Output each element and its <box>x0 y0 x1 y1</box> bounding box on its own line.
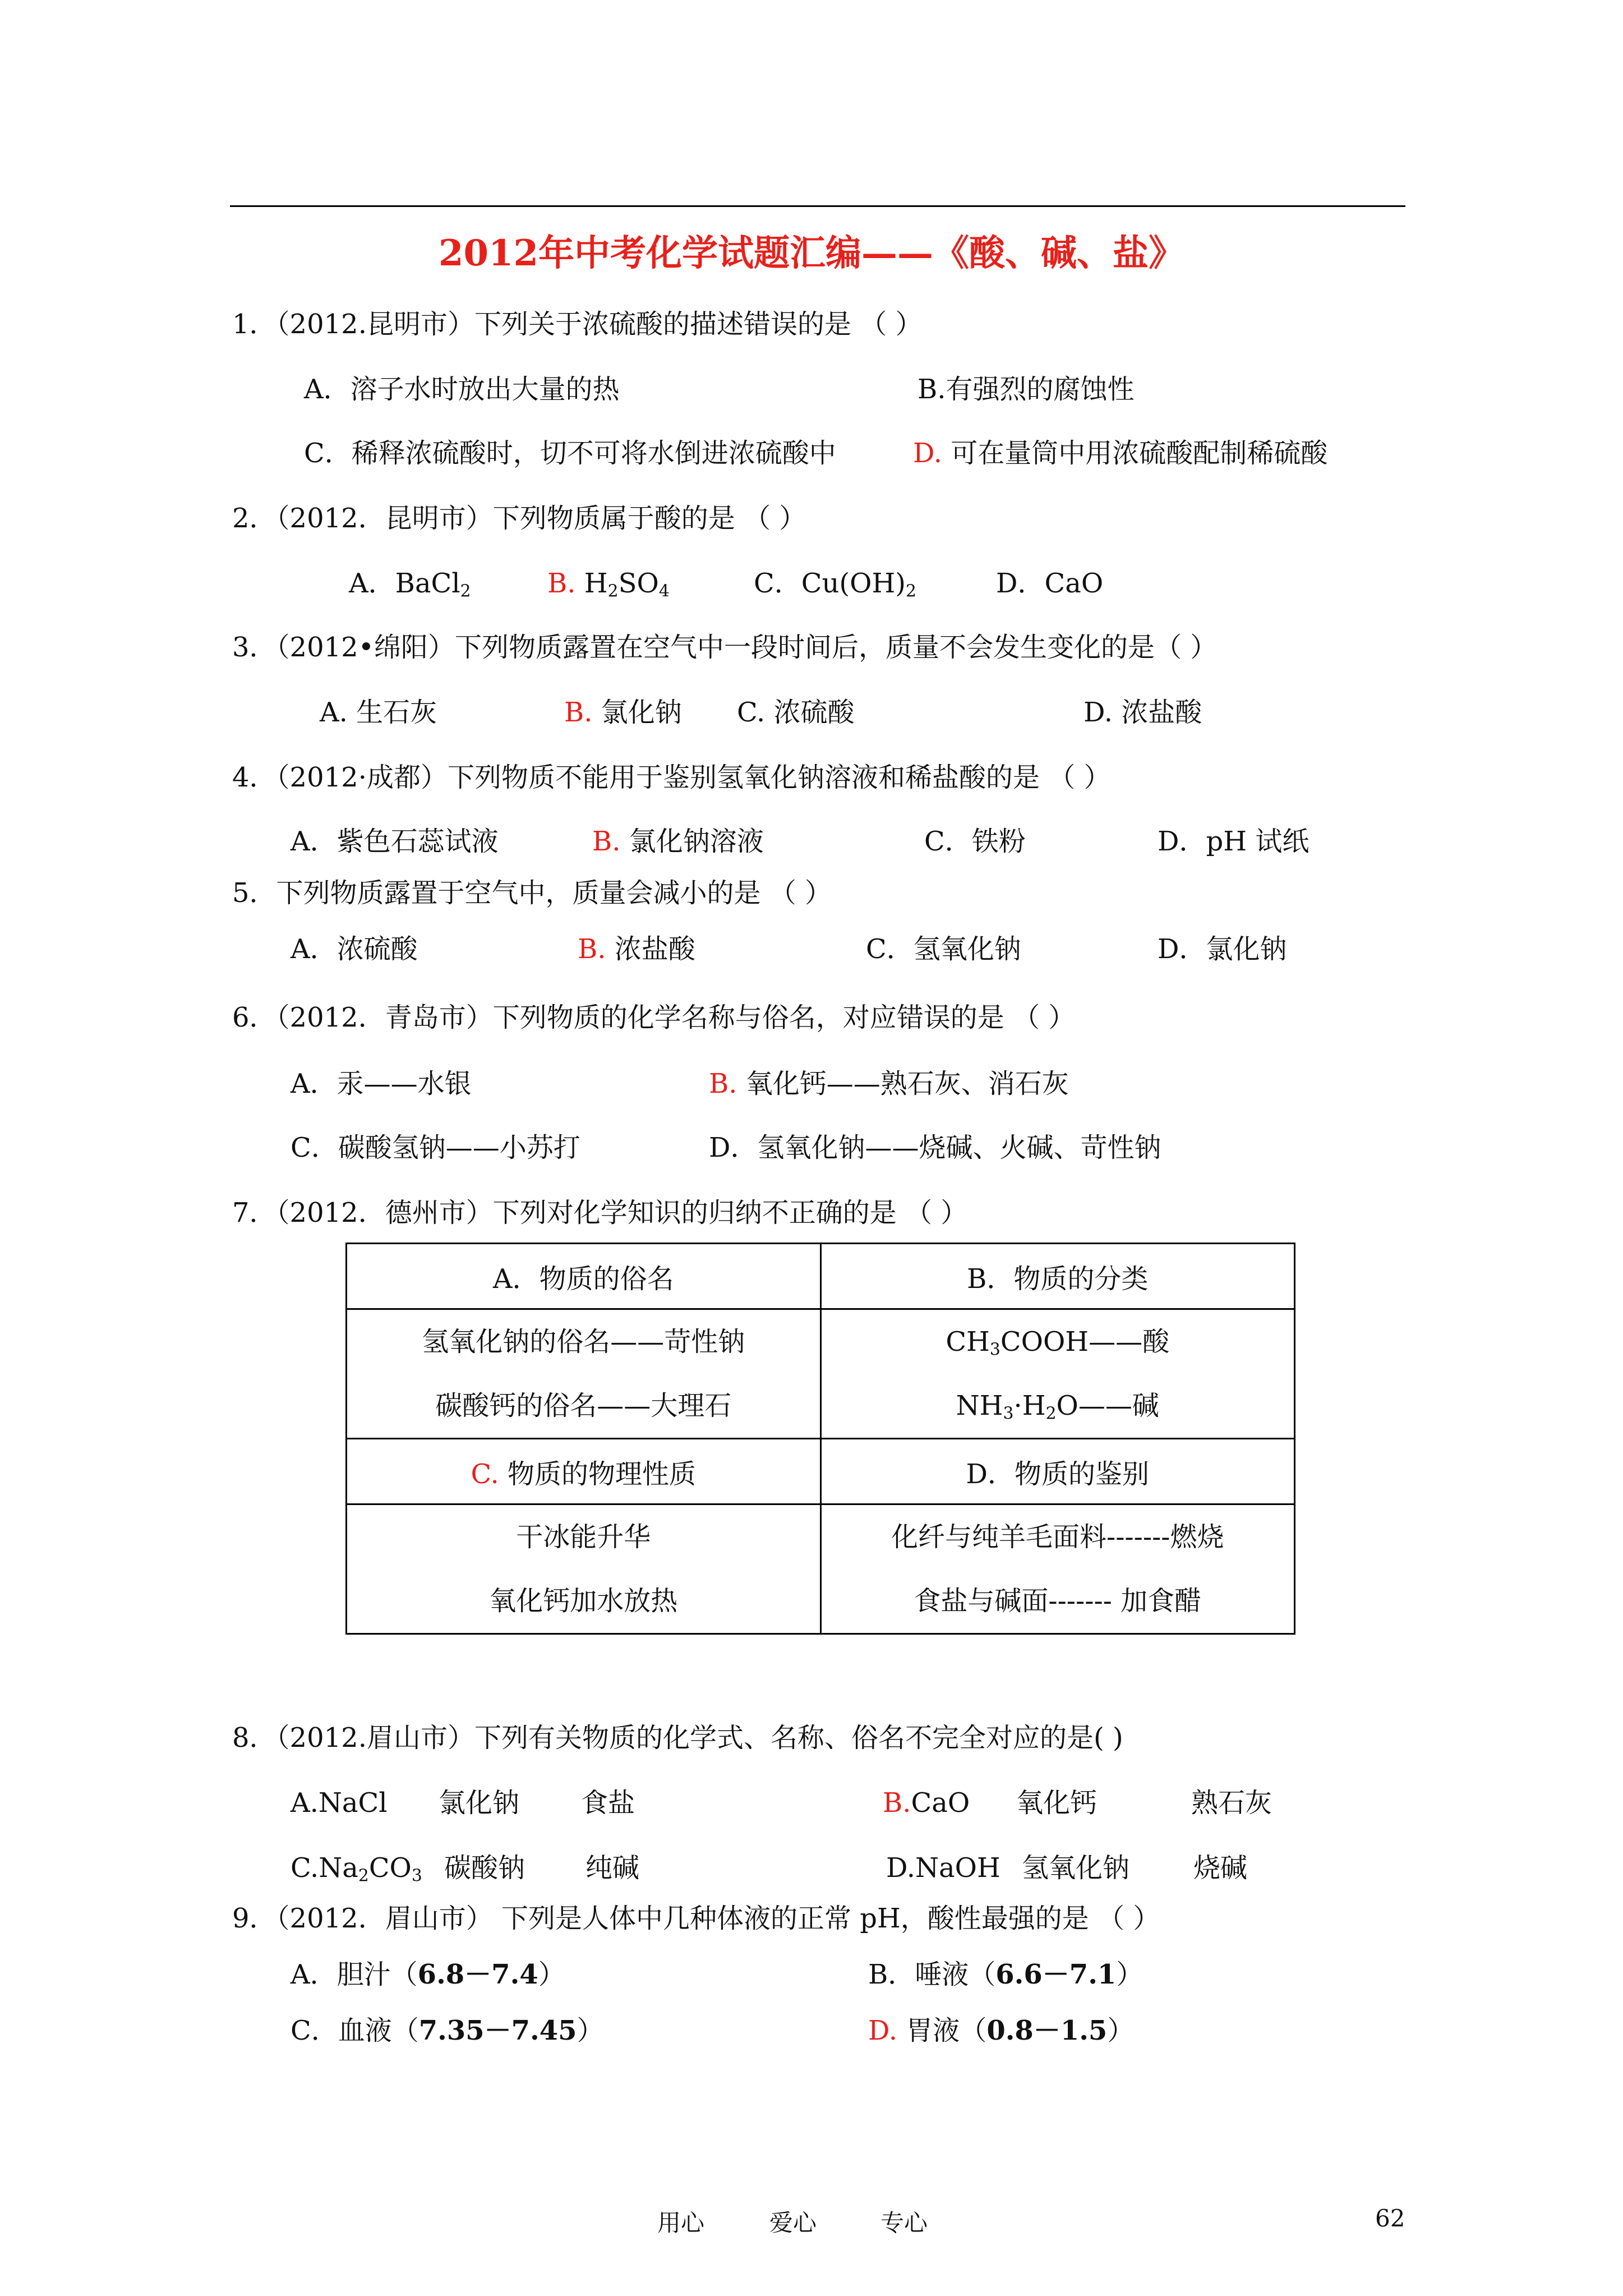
q4-option-b <box>592 825 764 858</box>
q1-option-d <box>913 436 1327 470</box>
q5-option-b <box>578 932 695 966</box>
q3-option-b <box>564 696 682 729</box>
q7-cell-c-head <box>347 1439 821 1504</box>
header-rule <box>230 205 1405 207</box>
q9-a-value: 6.8－7.4 <box>417 1959 538 1990</box>
q7-b-line2-pre: NH <box>956 1390 1003 1421</box>
q9-c-post: ） <box>577 2015 604 2046</box>
q9-stem: 9．（2012．眉山市） 下列是人体中几种体液的正常 pH，酸性最强的是 （ ） <box>232 1903 1160 1934</box>
q6-option-c: C．碳酸氢钠——小苏打 <box>291 1132 580 1163</box>
q2-a-sub: 2 <box>460 581 471 601</box>
q6-option-b <box>709 1067 1069 1101</box>
q4-option-c: C．铁粉 <box>924 826 1026 857</box>
q9-d-value: 0.8－1.5 <box>986 2015 1108 2046</box>
q6-option-a: A．汞——水银 <box>291 1068 472 1099</box>
answer-letter: B. <box>592 826 621 857</box>
q9-d-pre: 胃液（ <box>906 2015 987 2046</box>
answer-letter: B. <box>547 568 576 599</box>
q7-cell-a-head: A．物质的俗名 <box>347 1244 821 1309</box>
q9-c-pre: C．血液（ <box>291 2015 419 2046</box>
q8-c-formula-mid: CO <box>368 1852 412 1884</box>
q7-b-line1-post: COOH——酸 <box>1000 1326 1170 1358</box>
q1-option-b: B.有强烈的腐蚀性 <box>917 374 1135 405</box>
answer-letter: D. <box>868 2015 898 2046</box>
page-number: 62 <box>1375 2205 1405 2232</box>
q1-stem: 1．（2012.昆明市）下列关于浓硫酸的描述错误的是 （ ） <box>232 309 923 340</box>
q4-b-text: 氯化钠溶液 <box>629 826 764 857</box>
q9-a-post: ） <box>538 1959 565 1990</box>
footer-word-1: 用心 <box>657 2209 705 2237</box>
q7-b-line1-sub: 3 <box>989 1340 1000 1360</box>
q7-c-head-text: 物质的物理性质 <box>508 1458 697 1490</box>
q9-b-post: ） <box>1116 1959 1144 1990</box>
q2-stem: 2．（2012．昆明市）下列物质属于酸的是 （ ） <box>232 503 806 534</box>
q5-option-a: A．浓硫酸 <box>291 933 418 965</box>
q5-option-c: C．氢氧化钠 <box>866 933 1021 965</box>
q2-b-text2: SO <box>618 568 659 599</box>
q8-d-formula: D.NaOH <box>886 1852 1000 1884</box>
q3-option-a: A. 生石灰 <box>320 697 437 728</box>
q8-b-common: 熟石灰 <box>1191 1787 1272 1819</box>
q7-cell-b-head: B．物质的分类 <box>820 1244 1295 1309</box>
q5-option-d: D．氯化钠 <box>1158 933 1287 965</box>
q7-cell-d-head: D．物质的鉴别 <box>820 1439 1295 1504</box>
q7-cell-d-body <box>820 1504 1295 1634</box>
q8-a-name: 氯化钠 <box>439 1787 520 1819</box>
q7-cell-c-body <box>347 1504 821 1634</box>
answer-letter: D. <box>913 438 943 469</box>
q7-b-line2-post: O——碱 <box>1056 1390 1159 1421</box>
answer-letter: B. <box>564 697 593 728</box>
q3-option-d: D. 浓盐酸 <box>1083 697 1202 728</box>
q8-stem: 8．（2012.眉山市）下列有关物质的化学式、名称、俗名不完全对应的是( ) <box>232 1722 1123 1754</box>
q2-option-b <box>547 567 670 600</box>
q9-b-pre: B．唾液（ <box>868 1959 996 1990</box>
footer-word-2: 爱心 <box>769 2209 817 2237</box>
q9-option-d <box>868 2014 1134 2047</box>
q8-a-formula: A.NaCl <box>291 1787 388 1819</box>
q8-c-formula-sub2: 3 <box>411 1866 422 1886</box>
q7-b-line2 <box>822 1374 1294 1438</box>
q6-b-text: 氧化钙——熟石灰、消石灰 <box>745 1068 1069 1099</box>
q8-d-common: 烧碱 <box>1193 1852 1248 1884</box>
q2-option-c <box>754 567 916 600</box>
q8-c-common: 纯碱 <box>585 1852 640 1884</box>
q2-option-d: D．CaO <box>996 568 1104 599</box>
q8-a-common: 食盐 <box>581 1787 635 1819</box>
q3-stem: 3．（2012•绵阳）下列物质露置在空气中一段时间后，质量不会发生变化的是（ ） <box>232 632 1218 663</box>
answer-letter: B. <box>883 1787 911 1819</box>
q8-b-name: 氧化钙 <box>1016 1787 1098 1819</box>
q9-option-c <box>291 2014 604 2047</box>
q9-a-pre: A．胆汁（ <box>291 1959 418 1990</box>
q6-stem: 6．（2012．青岛市）下列物质的化学名称与俗名，对应错误的是 （ ） <box>232 1002 1076 1033</box>
q9-d-post: ） <box>1107 2015 1135 2046</box>
q7-cell-a-body <box>347 1309 821 1439</box>
q9-b-value: 6.6－7.1 <box>995 1959 1117 1990</box>
q7-table <box>345 1243 1295 1635</box>
q2-c-sub: 2 <box>906 581 916 601</box>
q8-b-formula-text: CaO <box>911 1787 970 1819</box>
q5-stem: 5．下列物质露置于空气中，质量会减小的是 （ ） <box>232 877 832 909</box>
q7-a-line2: 碳酸钙的俗名——大理石 <box>435 1390 732 1421</box>
q7-b-line2-mid: ·H <box>1013 1390 1046 1421</box>
q8-c-name: 碳酸钠 <box>444 1852 525 1884</box>
q4-stem: 4．（2012·成都）下列物质不能用于鉴别氢氧化钠溶液和稀盐酸的是 （ ） <box>232 762 1111 793</box>
q2-b-sub2: 4 <box>658 581 670 601</box>
q7-d-line1: 化纤与纯羊毛面料-------燃烧 <box>891 1521 1224 1553</box>
q7-stem: 7．（2012．德州市）下列对化学知识的归纳不正确的是 （ ） <box>232 1197 968 1228</box>
q2-b-text: H <box>584 568 608 599</box>
q3-b-text: 氯化钠 <box>601 697 682 728</box>
q9-option-a <box>291 1958 565 1991</box>
q1-option-c: C．稀释浓硫酸时，切不可将水倒进浓硫酸中 <box>304 438 836 469</box>
q4-option-d: D．pH 试纸 <box>1158 826 1310 857</box>
q8-c-formula-sub1: 2 <box>358 1866 369 1886</box>
q2-a-text: A．BaCl <box>349 568 460 599</box>
q4-option-a: A．紫色石蕊试液 <box>291 826 499 857</box>
answer-letter: C. <box>471 1458 499 1490</box>
q8-c-formula-pre: C.Na <box>291 1852 358 1884</box>
q7-d-line2: 食盐与碱面------- 加食醋 <box>914 1585 1202 1617</box>
q7-b-line1-pre: CH <box>946 1326 990 1358</box>
q7-c-line1: 干冰能升华 <box>516 1521 651 1553</box>
q5-b-text: 浓盐酸 <box>614 933 695 965</box>
footer-word-3: 专心 <box>880 2209 928 2237</box>
q7-c-line2: 氧化钙加水放热 <box>489 1585 678 1617</box>
q9-c-value: 7.35－7.45 <box>418 2015 577 2046</box>
q2-c-text: C．Cu(OH) <box>754 568 906 599</box>
q8-c-formula <box>291 1851 422 1885</box>
q8-d-name: 氢氧化钠 <box>1022 1852 1130 1884</box>
q7-b-line2-sub1: 3 <box>1003 1404 1014 1424</box>
q3-option-c: C. 浓硫酸 <box>737 697 855 728</box>
q7-a-line1: 氢氧化钠的俗名——苛性钠 <box>422 1326 745 1358</box>
q8-b-formula <box>883 1786 970 1820</box>
q6-option-d: D．氢氧化钠——烧碱、火碱、苛性钠 <box>709 1132 1161 1163</box>
q7-b-line1 <box>822 1310 1294 1374</box>
answer-letter: B. <box>578 933 606 965</box>
q1-option-d-text: 可在量筒中用浓硫酸配制稀硫酸 <box>951 438 1328 469</box>
q2-b-sub1: 2 <box>607 581 619 601</box>
page-title: 2012年中考化学试题汇编——《酸、碱、盐》 <box>438 232 1185 274</box>
answer-letter: B. <box>709 1068 737 1099</box>
q7-b-line2-sub2: 2 <box>1045 1404 1057 1424</box>
q7-cell-b-body <box>820 1309 1295 1439</box>
q9-option-b <box>868 1958 1143 1991</box>
q1-option-a: A．溶子水时放出大量的热 <box>304 374 620 405</box>
q2-option-a <box>349 567 471 600</box>
